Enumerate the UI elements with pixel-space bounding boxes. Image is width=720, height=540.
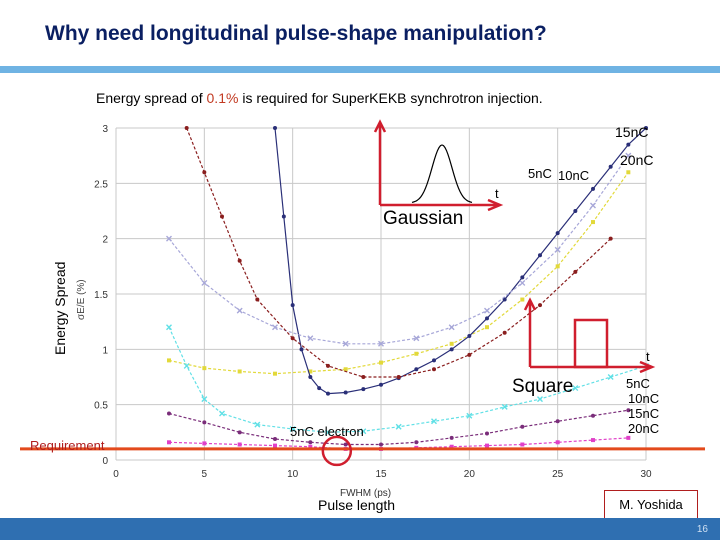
data-point bbox=[361, 387, 365, 391]
data-point bbox=[520, 425, 524, 429]
data-point bbox=[414, 440, 418, 444]
data-point bbox=[273, 444, 277, 448]
data-point bbox=[556, 231, 560, 235]
y-tick-label: 3 bbox=[102, 124, 108, 135]
page-number: 16 bbox=[696, 524, 708, 535]
data-point bbox=[573, 270, 577, 274]
data-point bbox=[414, 352, 418, 356]
data-point bbox=[167, 358, 171, 362]
data-point bbox=[167, 412, 171, 416]
y-tick-label: 1 bbox=[102, 345, 108, 357]
data-point bbox=[237, 308, 242, 313]
data-point bbox=[273, 372, 277, 376]
data-point bbox=[397, 375, 401, 379]
data-point bbox=[379, 443, 383, 447]
data-point bbox=[467, 334, 471, 338]
data-point bbox=[449, 325, 454, 330]
data-point bbox=[520, 275, 524, 279]
data-point bbox=[291, 336, 295, 340]
square-t-label: t bbox=[646, 349, 650, 364]
subtitle-text: Energy spread of bbox=[96, 90, 207, 106]
data-point bbox=[450, 347, 454, 351]
data-point bbox=[282, 215, 286, 219]
y-tick-label: 0 bbox=[102, 456, 108, 467]
curve-label-20nc: 20nC bbox=[620, 152, 654, 168]
data-point bbox=[273, 126, 277, 130]
x-tick-label: 30 bbox=[640, 469, 652, 480]
data-point bbox=[326, 364, 330, 368]
square-legend-15nc: 15nC bbox=[628, 406, 660, 421]
gaussian-label: Gaussian bbox=[383, 208, 464, 229]
author-box: M. Yoshida bbox=[604, 490, 698, 520]
gaussian-t-label: t bbox=[495, 186, 499, 201]
gaussian-curve bbox=[412, 145, 472, 202]
y-tick-label: 2.5 bbox=[94, 179, 108, 191]
data-point bbox=[238, 369, 242, 373]
data-point bbox=[344, 367, 348, 371]
data-point bbox=[485, 316, 489, 320]
data-point bbox=[220, 411, 225, 416]
data-point bbox=[485, 325, 489, 329]
data-point bbox=[202, 420, 206, 424]
data-point bbox=[485, 431, 489, 435]
curve-label-10nc: 10nC bbox=[558, 168, 590, 183]
series-line-2 bbox=[275, 128, 646, 394]
square-legend-20nc: 20nC bbox=[628, 421, 660, 436]
y-axis-outer-label: Energy Spread bbox=[52, 261, 68, 355]
data-point bbox=[556, 264, 560, 268]
data-point bbox=[167, 440, 171, 444]
x-tick-label: 0 bbox=[113, 469, 119, 480]
data-point bbox=[591, 220, 595, 224]
curve-label-electron: 5nC electron bbox=[290, 424, 364, 439]
curve-label-5nc: 5nC bbox=[528, 166, 552, 181]
data-point bbox=[573, 209, 577, 213]
data-point bbox=[361, 375, 365, 379]
data-point bbox=[379, 383, 383, 387]
series-line-0 bbox=[169, 172, 628, 373]
data-point bbox=[450, 436, 454, 440]
series-line-5 bbox=[169, 156, 628, 344]
data-point bbox=[626, 170, 630, 174]
y-tick-label: 0.5 bbox=[94, 400, 108, 412]
data-point bbox=[238, 443, 242, 447]
data-point bbox=[255, 298, 259, 302]
data-point bbox=[591, 414, 595, 418]
square-label: Square bbox=[512, 376, 574, 397]
requirement-label: Requirement bbox=[30, 438, 105, 453]
data-point bbox=[591, 187, 595, 191]
data-point bbox=[467, 353, 471, 357]
x-tick-label: 10 bbox=[287, 469, 299, 480]
data-point bbox=[273, 437, 277, 441]
data-point bbox=[344, 390, 348, 394]
data-point bbox=[538, 303, 542, 307]
square-legend-10nc: 10nC bbox=[628, 391, 660, 406]
y-tick-label: 2 bbox=[102, 234, 108, 246]
data-point bbox=[503, 331, 507, 335]
data-point bbox=[520, 443, 524, 447]
data-point bbox=[450, 342, 454, 346]
x-tick-label: 15 bbox=[375, 469, 387, 480]
data-point bbox=[609, 165, 613, 169]
data-point bbox=[291, 303, 295, 307]
x-axis-label: FWHM (ps) bbox=[340, 488, 392, 499]
data-point bbox=[520, 280, 525, 285]
data-point bbox=[167, 325, 172, 330]
data-point bbox=[591, 438, 595, 442]
gaussian-y-arrow bbox=[375, 122, 385, 205]
y-axis-label: σE/E (%) bbox=[76, 279, 87, 320]
data-point bbox=[202, 170, 206, 174]
data-point bbox=[202, 441, 206, 445]
data-point bbox=[317, 386, 321, 390]
data-point bbox=[626, 436, 630, 440]
square-pulse-shape bbox=[575, 320, 607, 367]
data-point bbox=[485, 308, 490, 313]
data-point bbox=[556, 440, 560, 444]
x-tick-label: 20 bbox=[463, 469, 475, 480]
data-point bbox=[379, 361, 383, 365]
data-point bbox=[520, 298, 524, 302]
slide-title: Why need longitudinal pulse-shape manipulation? bbox=[45, 22, 547, 45]
data-point bbox=[185, 126, 189, 130]
data-point bbox=[300, 347, 304, 351]
data-point bbox=[220, 215, 224, 219]
curve-label-15nc: 15nC bbox=[615, 124, 649, 140]
data-point bbox=[308, 375, 312, 379]
data-point bbox=[238, 430, 242, 434]
data-point bbox=[202, 366, 206, 370]
data-point bbox=[238, 259, 242, 263]
data-point bbox=[556, 419, 560, 423]
data-point bbox=[538, 253, 542, 257]
pulse-length-label: Pulse length bbox=[318, 497, 396, 513]
data-point bbox=[485, 444, 489, 448]
data-point bbox=[432, 358, 436, 362]
data-point bbox=[184, 363, 189, 368]
data-point bbox=[626, 143, 630, 147]
subtitle-text-end: is required for SuperKEKB synchrotron injection. bbox=[238, 90, 543, 106]
data-point bbox=[414, 367, 418, 371]
data-point bbox=[326, 392, 330, 396]
data-point bbox=[609, 237, 613, 241]
data-point bbox=[591, 203, 596, 208]
footer-bar bbox=[0, 518, 720, 540]
y-tick-label: 1.5 bbox=[94, 290, 108, 301]
x-tick-label: 25 bbox=[552, 469, 564, 480]
x-tick-label: 5 bbox=[201, 469, 208, 480]
data-point bbox=[432, 367, 436, 371]
data-point bbox=[308, 440, 312, 444]
square-legend-5nc: 5nC bbox=[626, 376, 650, 391]
subtitle-value: 0.1% bbox=[206, 90, 239, 106]
